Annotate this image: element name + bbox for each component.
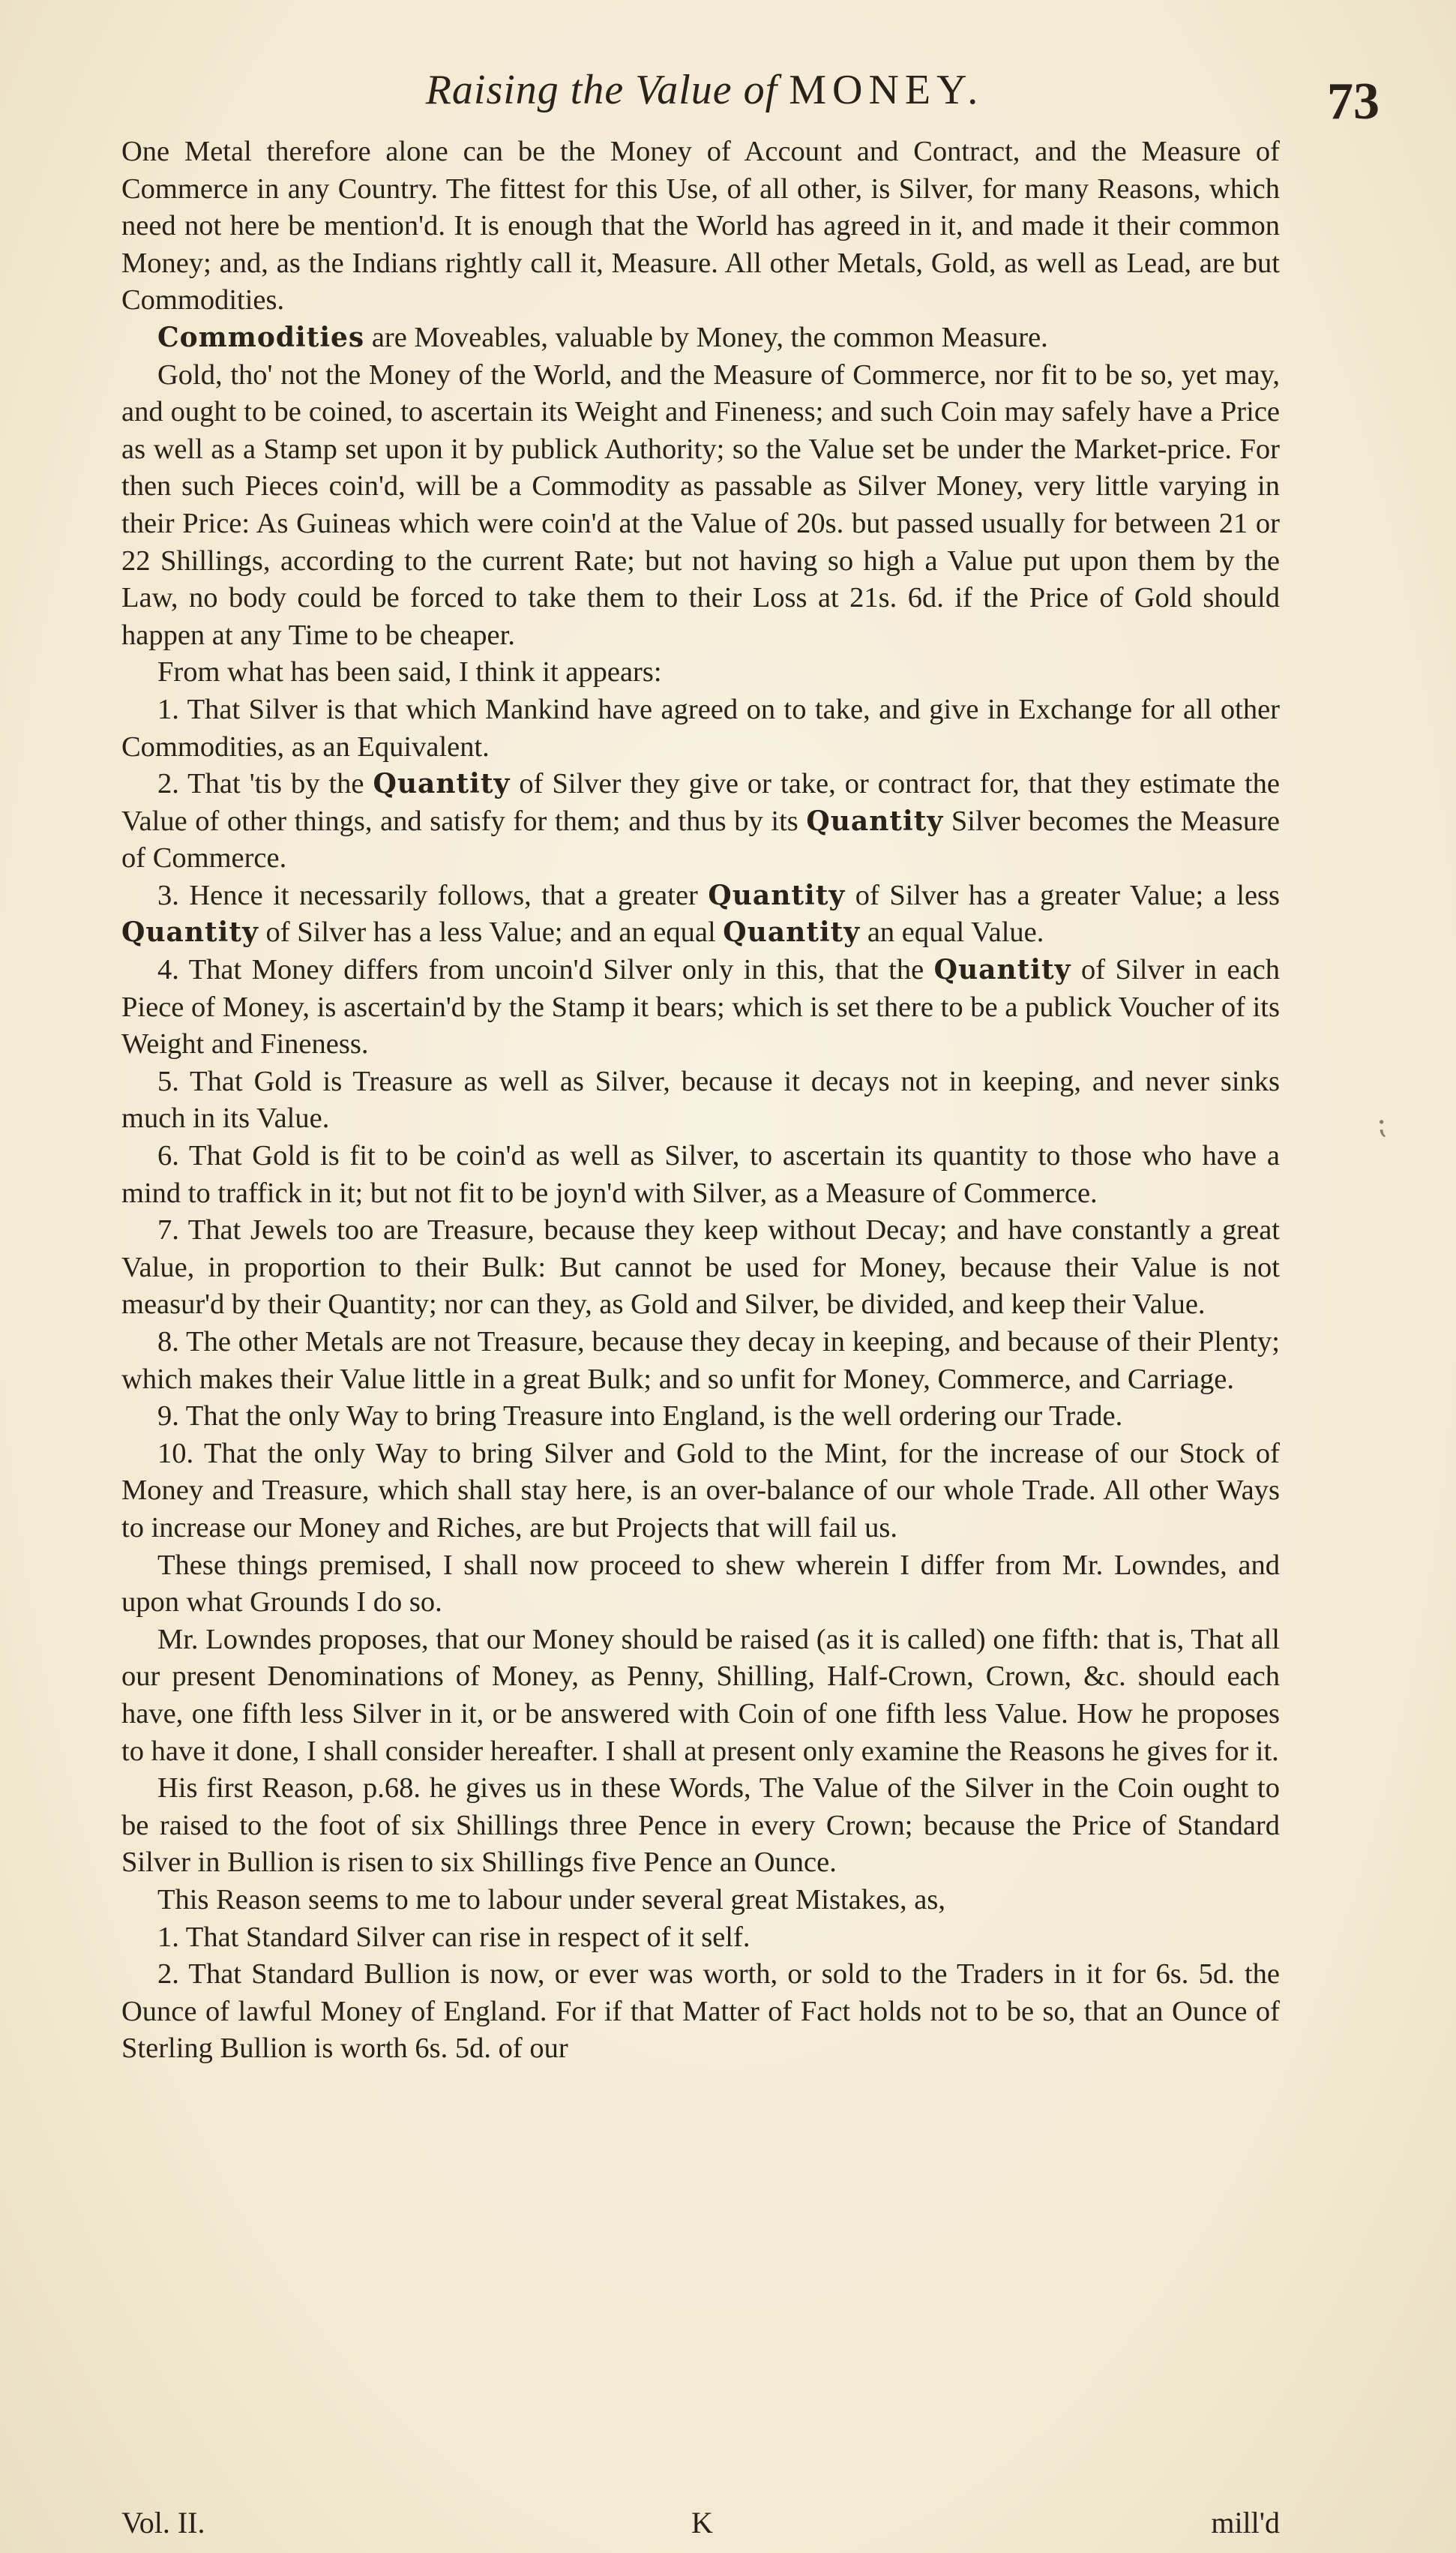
volume-label: Vol. II. <box>121 2506 205 2540</box>
paragraph: Mr. Lowndes proposes, that our Money should be raised (as it is called) one fifth: that is, That all our present Denominations of Money, as Penny, Shilling, Half-Crown, Crown, &c. should each have, one fifth less Silver in it, or be answered with Coin of one fifth less Value. How he proposes to have it done, I shall consider hereafter. I shall at present only examine the Reasons he gives for it. <box>121 1623 1280 1767</box>
numbered-point: 6. That Gold is fit to be coin'd as well as Silver, to ascertain its quantity to those who have a mind to traffick in it; but not fit to be joyn'd with Silver, as a Measure of Commerce. <box>121 1140 1280 1209</box>
numbered-point <box>121 766 1280 878</box>
body-text <box>121 134 1280 2068</box>
paragraph: His first Reason, p.68. he gives us in these Words, The Value of the Silver in the Coin ought to be raised to the foot of six Shillings three Pence in every Crown; because the Price of Standard Silver in Bullion is risen to six Shillings five Pence an Ounce. <box>121 1772 1280 1879</box>
running-head-title: Raising the Value of <box>425 67 778 113</box>
paragraph-text: are Moveables, valuable by Money, the common Measure. <box>364 321 1048 353</box>
paragraph-text: 3. Hence it necessarily follows, that a greater <box>157 879 709 911</box>
paragraph-text: of Silver in each Piece of Money, is ascertain'd by the Stamp it bears; which is set there to be a publick Voucher of its Weight and Fineness. <box>121 954 1280 1060</box>
blackletter-word: Quantity <box>121 916 259 949</box>
paragraph: Gold, tho' not the Money of the World, and the Measure of Commerce, nor fit to be so, yet may, and ought to be coined, to ascertain its Weight and Fineness; and such Coin may safely have a Price as well as a Stamp set upon it by publick Authority; so the Value set be under the Market-price. For then such Pieces coin'd, will be a Commodity as passable as Silver Money, very little varying in their Price: As Guineas which were coin'd at the Value of 20s. but passed usually for between 21 or 22 Shillings, according to the current Rate; but not having so high a Value put upon them by the Law, no body could be forced to take them to their Loss at 21s. 6d. if the Price of Gold should happen at any Time to be cheaper. <box>121 358 1280 651</box>
blackletter-word: Quantity <box>708 879 846 911</box>
blackletter-word: Quantity <box>373 768 511 800</box>
numbered-point: 5. That Gold is Treasure as well as Silver, because it decays not in keeping, and never sinks much in its Value. <box>121 1065 1280 1135</box>
numbered-point: 1. That Silver is that which Mankind have agreed on to take, and give in Exchange for all other Commodities, as an Equivalent. <box>121 693 1280 763</box>
paragraph-text: 4. That Money differs from uncoin'd Silver only in this, that the <box>157 954 934 986</box>
paragraph-text: Silver becomes the Measure of Commerce. <box>121 805 1280 874</box>
blackletter-word: Quantity <box>806 805 944 837</box>
paragraph <box>121 320 1280 357</box>
numbered-point: 1. That Standard Silver can rise in respect of it self. <box>157 1921 750 1953</box>
numbered-point <box>121 878 1280 952</box>
numbered-point: 9. That the only Way to bring Treasure into England, is the well ordering our Trade. <box>157 1400 1123 1432</box>
numbered-point <box>121 952 1280 1064</box>
running-head-caps: MONEY. <box>789 67 984 113</box>
numbered-point: 8. The other Metals are not Treasure, because they decay in keeping, and because of their Plenty; which makes their Value little in a great Bulk; and so unfit for Money, Commerce, and Carriage. <box>121 1326 1280 1395</box>
paragraph-text: of Silver has a less Value; and an equal <box>258 916 724 949</box>
signature-mark: K <box>691 2506 713 2540</box>
blackletter-word: Quantity <box>933 954 1071 986</box>
paragraph-text: of Silver has a greater Value; a less <box>845 879 1281 911</box>
numbered-point: 2. That Standard Bullion is now, or ever was worth, or sold to the Traders in it for 6s. 5d. the Ounce of lawful Money of England. For if that Matter of Fact holds not to be so, that an Ounce of Sterling Bullion is worth 6s. 5d. of our <box>121 1958 1280 2065</box>
margin-blemish-icon: ⁏ <box>1377 1106 1387 1140</box>
paragraph: These things premised, I shall now proceed to shew wherein I differ from Mr. Lowndes, and upon what Grounds I do so. <box>121 1549 1280 1618</box>
paragraph: From what has been said, I think it appears: <box>157 656 662 688</box>
numbered-point: 10. That the only Way to bring Silver and Gold to the Mint, for the increase of our Stock of Money and Treasure, which shall stay here, is an over-balance of our whole Trade. All other Ways to increase our Money and Riches, are but Projects that will fail us. <box>121 1437 1280 1544</box>
page-number: 73 <box>1327 73 1380 130</box>
page-footer <box>121 2505 1280 2547</box>
catchword: mill'd <box>1211 2506 1280 2540</box>
paragraph: This Reason seems to me to labour under several great Mistakes, as, <box>157 1883 945 1916</box>
blackletter-word: Quantity <box>723 916 861 949</box>
paragraph-text: of Silver they give or take, or contract for, that they estimate the Value of other things, and satisfy for them; and thus by its <box>121 768 1280 837</box>
numbered-point: 7. That Jewels too are Treasure, because they keep without Decay; and have constantly a great Value, in proportion to their Bulk: But cannot be used for Money, because their Value is not measur'd by their Quantity; nor can they, as Gold and Silver, be divided, and keep their Value. <box>121 1214 1280 1321</box>
paragraph-text: an equal Value. <box>860 916 1044 949</box>
paragraph-text: 2. That 'tis by the <box>157 768 373 800</box>
blackletter-word: Commodities <box>157 321 365 353</box>
running-head <box>120 66 1290 114</box>
paragraph: One Metal therefore alone can be the Money of Account and Contract, and the Measure of Commerce in any Country. The fittest for this Use, of all other, is Silver, for many Reasons, which need not here be mention'd. It is enough that the World has agreed in it, and made it their common Money; and, as the Indians rightly call it, Measure. All other Metals, Gold, as well as Lead, are but Commodities. <box>121 136 1280 316</box>
